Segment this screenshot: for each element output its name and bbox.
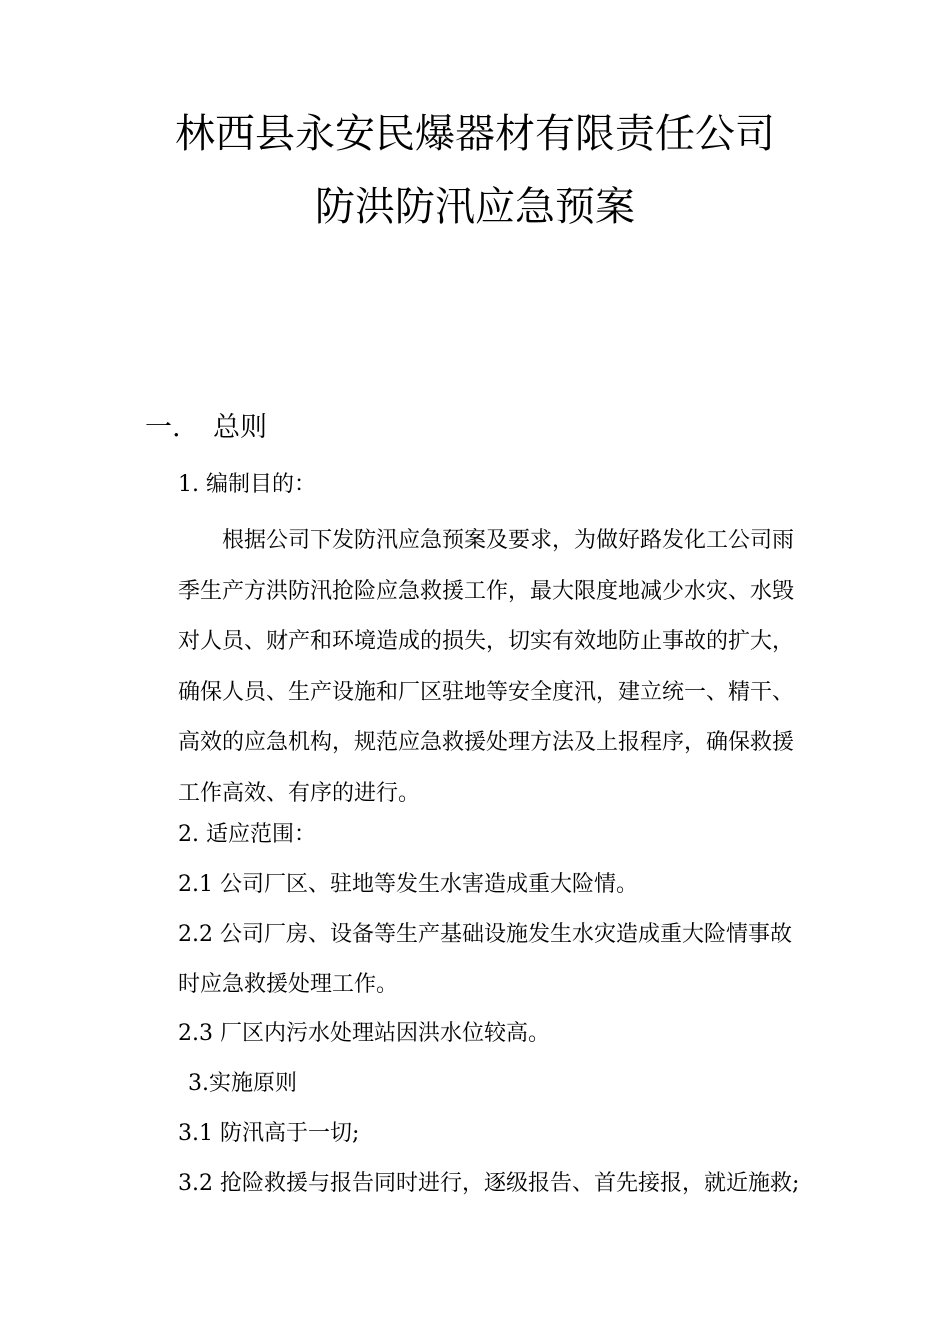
- item-1-heading: 1. 编制目的：: [178, 472, 316, 497]
- item-2-1: 2.1 公司厂区、驻地等发生水害造成重大险情。: [178, 872, 638, 897]
- document-title-line-1: 林西县永安民爆器材有限责任公司: [175, 111, 775, 157]
- item-1-paragraph: [178, 516, 818, 819]
- item-3-1: 3.1 防汛高于一切;: [178, 1121, 360, 1146]
- item-3-2: 3.2 抢险救援与报告同时进行，逐级报告、首先接报，就近施救;: [178, 1171, 800, 1196]
- item-2-heading: 2. 适应范围：: [178, 822, 316, 847]
- paragraph-line: 工作高效、有序的进行。: [178, 780, 421, 806]
- paragraph-line: 对人员、财产和环境造成的损失，切实有效地防止事故的扩大，: [178, 629, 795, 654]
- item-2-3: 2.3 厂区内污水处理站因洪水位较高。: [178, 1021, 550, 1046]
- document-title-line-2: 防洪防汛应急预案: [315, 184, 635, 230]
- section-1-number: 一.: [145, 412, 181, 443]
- paragraph-line: 确保人员、生产设施和厂区驻地等安全度汛，建立统一、精干、: [178, 679, 795, 705]
- paragraph-line: 季生产方洪防汛抢险应急救援工作，最大限度地减少水灾、水毁: [178, 578, 795, 604]
- item-3-heading: 3.实施原则: [188, 1071, 297, 1096]
- paragraph-line: 根据公司下发防汛应急预案及要求，为做好路发化工公司雨: [222, 528, 795, 553]
- section-1-title: 总则: [213, 412, 267, 443]
- paragraph-line: 高效的应急机构，规范应急救援处理方法及上报程序，确保救援: [178, 730, 795, 755]
- item-2-2-line-2: 时应急救援处理工作。: [178, 972, 399, 997]
- section-1-heading: [145, 408, 267, 448]
- item-2-2-line-1: 2.2 公司厂房、设备等生产基础设施发生水灾造成重大险情事故: [178, 922, 792, 947]
